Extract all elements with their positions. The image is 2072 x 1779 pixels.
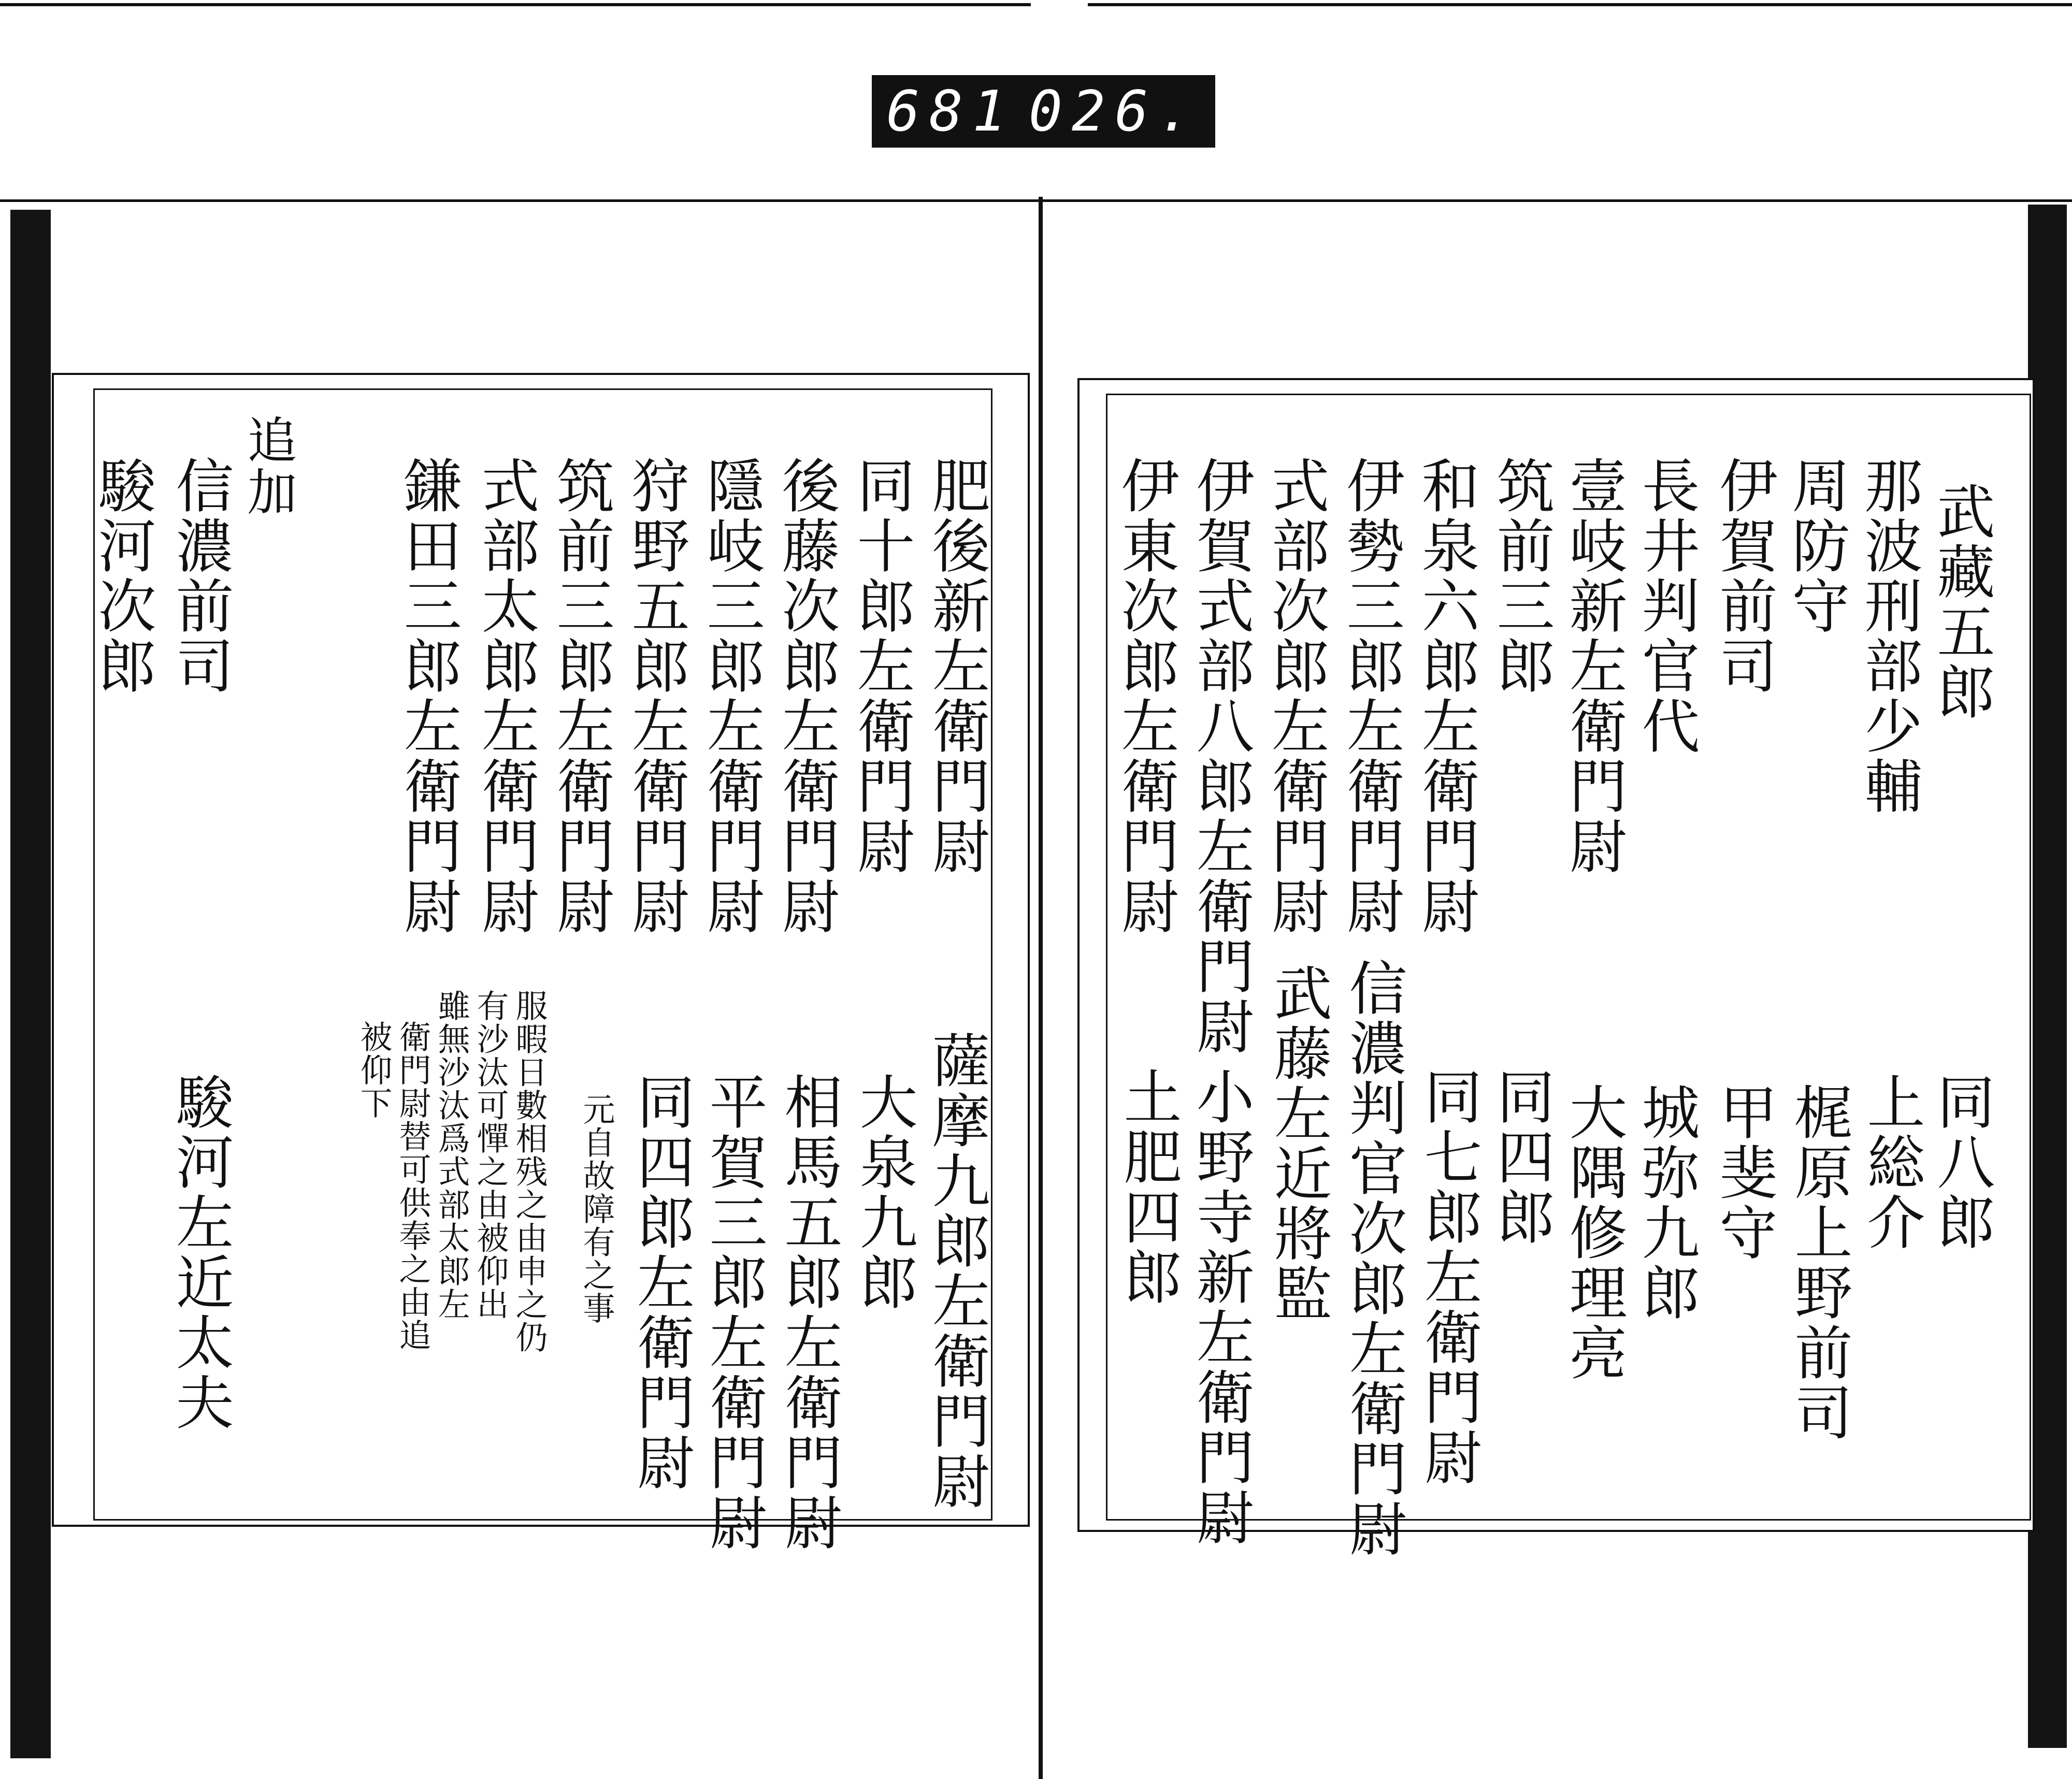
bottom-name: 駿河左近太夫 (166, 1072, 234, 1433)
left-upper-col-7: 式部太郎左衛門尉 (472, 456, 539, 936)
right-lower-col-9: 信濃判官次郎左衛門尉 (1340, 958, 1407, 1559)
right-lower-col-6: 大隅修理亮 (1560, 1082, 1627, 1383)
note-col-4: 衛門尉替可供奉之由追 (394, 1020, 431, 1352)
right-upper-col-11: 伊賀式部八郎左衛門尉 (1187, 456, 1254, 1057)
right-upper-col-5: 長井判官代 (1632, 456, 1700, 756)
right-lower-col-10: 武藤左近將監 (1264, 963, 1332, 1324)
left-upper-col-6: 筑前三郎左衛門尉 (547, 456, 614, 936)
top-rule-left (0, 3, 1031, 6)
left-upper-col-3: 後藤次郎左衛門尉 (772, 456, 840, 936)
left-lower-col-4: 平賀三郎左衛門尉 (700, 1072, 767, 1553)
left-upper-col-4: 隱岐三郎左衛門尉 (697, 456, 765, 936)
right-lower-col-12: 土肥四郎 (1114, 1067, 1182, 1307)
right-upper-col-4: 伊賀前司 (1710, 456, 1777, 696)
note-col-2: 有沙汰可憚之由被仰出 (471, 989, 509, 1321)
left-edge-strip (10, 210, 51, 1758)
right-upper-col-2: 那波刑部少輔 (1855, 456, 1922, 816)
book-top-edge (0, 199, 2072, 202)
right-lower-col-5: 城弥九郎 (1632, 1082, 1700, 1323)
left-lower-note: 元自故障有之事 (578, 1093, 615, 1325)
center-gutter (1039, 197, 1043, 1779)
left-lower-col-5: 同四郎左衛門尉 (627, 1072, 695, 1493)
right-lower-col-3: 梶原上野前司 (1785, 1082, 1852, 1443)
note-col-3: 雖無沙汰爲式部太郎左 (433, 989, 470, 1321)
tsuika-col-1: 信濃前司 (166, 456, 234, 696)
right-upper-col-10: 式部次郎左衛門尉 (1262, 456, 1329, 936)
tsuika-label: 追加 (239, 414, 297, 518)
right-upper-col-12: 伊東次郎左衛門尉 (1112, 456, 1179, 936)
right-lower-col-8: 同七郎左衛門尉 (1415, 1067, 1482, 1487)
left-lower-col-3: 相馬五郎左衛門尉 (775, 1072, 842, 1553)
right-lower-col-2: 上総介 (1858, 1072, 1925, 1252)
frame-number: 026. (1028, 79, 1201, 144)
right-upper-col-1: 武藏五郎 (1927, 482, 1995, 722)
left-upper-col-2: 同十郎左衛門尉 (847, 456, 915, 876)
left-upper-col-8: 鎌田三郎左衛門尉 (394, 456, 462, 936)
frame-number-plate (872, 75, 1215, 148)
right-lower-col-11: 小野寺新左衛門尉 (1187, 1067, 1254, 1547)
right-upper-col-9: 伊勢三郎左衛門尉 (1337, 456, 1404, 936)
right-upper-col-8: 和泉六郎左衛門尉 (1412, 456, 1479, 936)
reel-number: 681 (886, 79, 1016, 144)
right-lower-col-4: 甲斐守 (1710, 1082, 1777, 1263)
right-upper-col-7: 筑前三郎 (1487, 456, 1555, 696)
right-lower-col-7: 同四郎 (1487, 1067, 1555, 1247)
right-upper-col-3: 周防守 (1782, 456, 1850, 636)
note-col-5: 被仰下 (355, 1020, 393, 1120)
left-upper-col-1: 肥後新左衛門尉 (923, 456, 990, 876)
top-rule-right (1088, 3, 2072, 6)
left-lower-col-2: 大泉九郎 (850, 1072, 917, 1312)
left-lower-col-1: 薩摩九郎左衛門尉 (923, 1031, 990, 1511)
right-lower-col-1: 同八郎 (1927, 1072, 1995, 1252)
right-upper-col-6: 壹岐新左衛門尉 (1560, 456, 1627, 876)
note-col-1: 服暇日數相残之由申之仍 (510, 989, 548, 1354)
tsuika-col-2: 駿河次郎 (89, 456, 156, 696)
left-upper-col-5: 狩野五郎左衛門尉 (622, 456, 689, 936)
